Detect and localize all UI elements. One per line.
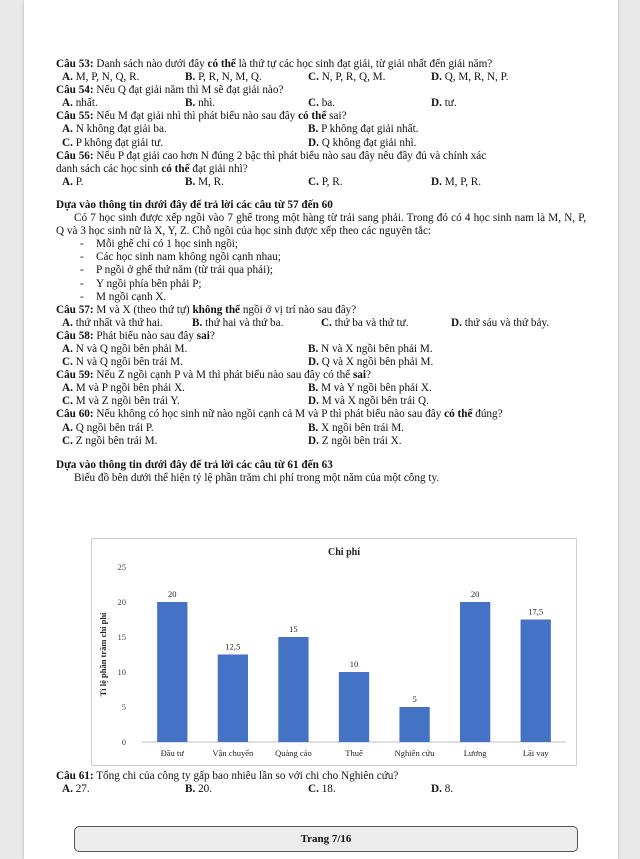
question-55: Câu 55: Nếu M đạt giải nhì thì phát biểu nào sau đây có thể sai? xyxy=(56,110,347,123)
options-55b xyxy=(56,137,586,150)
option[interactable]: C. M và Z ngồi bên trái Y. xyxy=(62,395,180,408)
section-paragraph: Có 7 học sinh được xếp ngồi vào 7 ghế trong một hàng từ trái sang phải. Trong đó có 4 học sinh nam là M, N, P, Q và 3 học sinh nữ là X, Y, Z. Chỗ ngồi của học sinh được xếp theo các nguyên tắc: xyxy=(56,212,586,238)
question-60: Câu 60: Nếu không có học sinh nữ nào ngồi cạnh cả M và P thì phát biểu nào sau đây có thể đúng? xyxy=(56,408,503,421)
question-56: Câu 56: Nếu P đạt giải cao hơn N đúng 2 bậc thì phát biểu nào sau đây nêu đầy đủ và chính xác xyxy=(56,149,487,162)
option[interactable]: A. N không đạt giải ba. xyxy=(62,123,167,136)
section-title-61-63: Dựa vào thông tin dưới đây để trả lời các câu từ 61 đến 63 xyxy=(56,458,333,471)
bar xyxy=(278,637,308,742)
option[interactable]: D. Q và X ngồi bên phải M. xyxy=(308,356,434,369)
y-tick-label: 25 xyxy=(117,562,126,572)
data-label: 15 xyxy=(289,624,298,634)
bar xyxy=(399,707,429,742)
option[interactable]: B. M, R. xyxy=(185,175,224,188)
question-57: Câu 57: M và X (theo thứ tự) không thể ngồi ở vị trí nào sau đây? xyxy=(56,303,357,316)
option[interactable]: B. nhì. xyxy=(185,97,216,110)
section-title-57-60: Dựa vào thông tin dưới đây để trả lời các câu từ 57 đến 60 xyxy=(56,198,333,211)
y-tick-label: 10 xyxy=(117,667,126,677)
option[interactable]: B. P không đạt giải nhất. xyxy=(308,123,419,136)
option[interactable]: D. M, P, R. xyxy=(431,175,482,188)
question-58: Câu 58: Phát biểu nào sau đây sai? xyxy=(56,329,215,342)
x-tick-label: Quảng cáo xyxy=(275,748,312,758)
option[interactable]: D. Q không đạt giải nhì. xyxy=(308,136,417,149)
option[interactable]: C. ba. xyxy=(308,97,336,110)
section-intro: Biểu đồ bên dưới thể hiện tỷ lệ phần trăm chi phí trong một năm của một công ty. xyxy=(74,471,440,484)
options-60b xyxy=(56,435,586,448)
data-label: 12,5 xyxy=(225,641,241,652)
exam-content xyxy=(56,58,586,485)
rule-item: - Y ngồi phía bên phải P; xyxy=(80,277,202,290)
option[interactable]: A. nhất. xyxy=(62,97,98,110)
option[interactable]: B. P, R, N, M, Q. xyxy=(185,71,262,84)
question-label: Câu 53: xyxy=(56,58,94,70)
options-61 xyxy=(56,783,586,796)
options-58a xyxy=(56,343,586,356)
x-tick-label: Lương xyxy=(463,748,487,758)
option[interactable]: B. M và Y ngồi bên phải X. xyxy=(308,382,432,395)
options-55a xyxy=(56,123,586,136)
option[interactable]: A. Q ngồi bên trái P. xyxy=(62,421,154,434)
question-59: Câu 59: Nếu Z ngồi cạnh P và M thì phát biểu nào sau đây có thể sai? xyxy=(56,369,371,382)
x-tick-label: Lãi vay xyxy=(522,748,549,758)
bar xyxy=(339,672,369,742)
option[interactable]: D. M và X ngồi bên trái Q. xyxy=(308,395,429,408)
options-60a xyxy=(56,422,586,435)
option[interactable]: D. thứ sáu và thứ bảy. xyxy=(451,316,550,329)
option[interactable]: D. 8. xyxy=(431,783,454,796)
option[interactable]: B. thứ hai và thứ ba. xyxy=(192,316,284,329)
option[interactable]: A. M, P, N, Q, R. xyxy=(62,71,140,84)
data-label: 10 xyxy=(349,659,359,669)
y-tick-label: 0 xyxy=(121,737,126,747)
options-53 xyxy=(56,71,586,84)
option[interactable]: C. 18. xyxy=(308,783,336,796)
option[interactable]: A. thứ nhất và thứ hai. xyxy=(62,316,163,329)
rule-item: - Các học sinh nam không ngồi cạnh nhau; xyxy=(80,251,281,264)
y-axis-label: Tỉ lệ phần trăm chi phí xyxy=(98,612,108,697)
option[interactable]: C. thứ ba và thứ tư. xyxy=(321,316,409,329)
options-59b xyxy=(56,395,586,408)
option[interactable]: C. N và Q ngồi bên trái M. xyxy=(62,356,183,369)
options-54 xyxy=(56,97,586,110)
option[interactable]: A. M và P ngồi bên phải X. xyxy=(62,382,185,395)
option[interactable]: D. Q, M, R, N, P. xyxy=(431,71,509,84)
x-tick-label: Vận chuyển xyxy=(212,748,254,758)
option[interactable]: C. P không đạt giải tư. xyxy=(62,136,164,149)
option[interactable]: D. Z ngồi bên trái X. xyxy=(308,434,402,447)
option[interactable]: A. 27. xyxy=(62,783,90,796)
chart-container xyxy=(91,538,577,766)
y-tick-label: 15 xyxy=(117,632,126,642)
question-56-cont: danh sách các học sinh có thể đạt giải nhì? xyxy=(56,162,248,175)
x-tick-label: Thuế xyxy=(345,748,363,758)
bar xyxy=(521,620,551,743)
y-tick-label: 20 xyxy=(117,597,126,607)
question-61: Câu 61: Tổng chi của công ty gấp bao nhiêu lần so với chi cho Nghiên cứu? xyxy=(56,770,399,782)
bar xyxy=(157,602,187,742)
options-57 xyxy=(56,317,586,330)
rule-item: - P ngồi ở ghế thứ năm (từ trái qua phải); xyxy=(80,264,274,277)
option[interactable]: B. X ngồi bên trái M. xyxy=(308,421,405,434)
options-56 xyxy=(56,176,586,189)
option[interactable]: A. N và Q ngồi bên phải M. xyxy=(62,342,188,355)
rule-item: - Mỗi ghế chỉ có 1 học sinh ngồi; xyxy=(80,238,239,251)
rule-item: - M ngồi cạnh X. xyxy=(80,290,167,303)
option[interactable]: C. N, P, R, Q, M. xyxy=(308,71,386,84)
option[interactable]: B. N và X ngồi bên phải M. xyxy=(308,342,433,355)
option[interactable]: A. P. xyxy=(62,175,84,188)
x-tick-label: Nghiên cứu xyxy=(394,748,435,758)
bar xyxy=(218,655,248,743)
question-61-block xyxy=(56,770,586,796)
bar-chart xyxy=(92,539,576,765)
options-59a xyxy=(56,382,586,395)
question-54: Câu 54: Nếu Q đạt giải năm thì M sẽ đạt giải nào? xyxy=(56,84,284,97)
option[interactable]: B. 20. xyxy=(185,783,213,796)
y-tick-label: 5 xyxy=(121,702,126,712)
data-label: 20 xyxy=(168,589,177,599)
chart-title: Chi phí xyxy=(328,547,360,558)
bar xyxy=(460,602,490,742)
data-label: 5 xyxy=(412,694,417,704)
options-58b xyxy=(56,356,586,369)
page-footer: Trang 7/16 xyxy=(74,826,578,852)
data-label: 17,5 xyxy=(528,606,544,617)
x-tick-label: Đầu tư xyxy=(160,748,184,758)
question-53: Câu 53: Danh sách nào dưới đây có thể là thứ tự các học sinh đạt giải, từ giải nhất đến giải năm? xyxy=(56,58,493,70)
option[interactable]: C. P, R. xyxy=(308,175,343,188)
option[interactable]: C. Z ngồi bên trái M. xyxy=(62,434,158,447)
option[interactable]: D. tư. xyxy=(431,97,457,110)
data-label: 20 xyxy=(470,589,480,599)
